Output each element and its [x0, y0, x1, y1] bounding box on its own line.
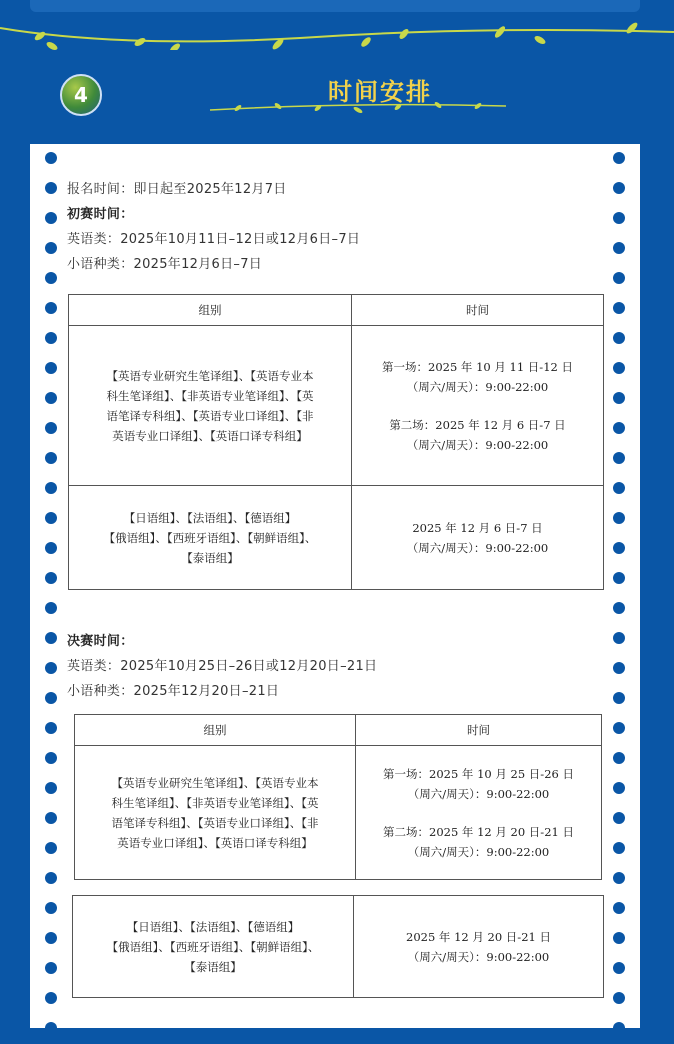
col-header-group: 组别: [69, 295, 352, 326]
group-cell: [73, 896, 354, 998]
binding-hole: [45, 872, 57, 884]
binding-hole: [613, 872, 625, 884]
binding-hole: [45, 632, 57, 644]
group-line: 语笔译专科组】、【英语专业口译组】、【非: [106, 408, 314, 423]
group-line: 【俄语组】、【西班牙语组】、【朝鲜语组】、: [106, 939, 320, 954]
time-line: （周六/周天）：9:00-22:00: [406, 379, 549, 394]
group-line: 英语专业口译组】、【英语口译专科组】: [117, 835, 313, 850]
binding-hole: [613, 452, 625, 464]
binding-hole: [45, 332, 57, 344]
binding-hole: [613, 182, 625, 194]
binding-hole: [613, 1022, 625, 1034]
preliminary-minor: 小语种类：2025年12月6日–7日: [67, 257, 263, 272]
binding-hole: [613, 842, 625, 854]
binding-hole: [45, 452, 57, 464]
binding-hole: [45, 812, 57, 824]
col-header-time: 时间: [356, 715, 602, 746]
binding-hole: [45, 302, 57, 314]
time-line: 2025 年 12 月 6 日-7 日: [412, 520, 543, 535]
binding-hole: [613, 662, 625, 674]
preliminary-english: 英语类：2025年10月11日–12日或12月6日–7日: [67, 232, 361, 247]
time-cell: [352, 326, 604, 486]
binding-hole: [45, 1022, 57, 1034]
group-cell: [69, 326, 352, 486]
group-line: 【泰语组】: [181, 550, 239, 565]
section-title: 时间安排: [328, 78, 432, 106]
binding-hole: [45, 272, 57, 284]
binding-hole: [45, 662, 57, 674]
binding-hole: [613, 302, 625, 314]
binding-hole: [613, 542, 625, 554]
final-table-minor: [72, 895, 604, 998]
binding-hole: [613, 602, 625, 614]
group-line: 【日语组】、【法语组】、【德语组】: [126, 919, 300, 934]
binding-hole: [45, 962, 57, 974]
time-line: （周六/周天）：9:00-22:00: [407, 786, 550, 801]
registration-time: 报名时间：即日起至2025年12月7日: [67, 182, 287, 197]
binding-hole: [613, 692, 625, 704]
binding-hole: [45, 362, 57, 374]
group-line: 科生笔译组】、【非英语专业笔译组】、【英: [111, 795, 319, 810]
final-minor: 小语种类：2025年12月20日–21日: [67, 684, 280, 699]
table-row: [73, 896, 604, 998]
preliminary-heading: 初赛时间：: [67, 207, 134, 222]
binding-hole: [613, 512, 625, 524]
time-line: 第一场：2025 年 10 月 11 日-12 日: [382, 359, 573, 374]
binding-hole: [613, 812, 625, 824]
group-line: 英语专业口译组】、【英语口译专科组】: [112, 428, 308, 443]
binding-hole: [45, 242, 57, 254]
binding-hole: [613, 722, 625, 734]
binding-holes-right: [610, 144, 628, 1028]
binding-hole: [45, 212, 57, 224]
group-line: 【俄语组】、【西班牙语组】、【朝鲜语组】、: [103, 530, 317, 545]
time-line: 第二场：2025 年 12 月 6 日-7 日: [389, 417, 566, 432]
binding-hole: [613, 272, 625, 284]
binding-hole: [45, 392, 57, 404]
col-header-group: 组别: [75, 715, 356, 746]
table-row: [69, 326, 604, 486]
time-line: （周六/周天）：9:00-22:00: [406, 540, 549, 555]
binding-hole: [45, 722, 57, 734]
binding-hole: [45, 512, 57, 524]
time-line: （周六/周天）：9:00-22:00: [407, 949, 550, 964]
group-cell: [75, 746, 356, 880]
binding-hole: [45, 602, 57, 614]
binding-hole: [613, 902, 625, 914]
time-line: 第二场：2025 年 12 月 20 日-21 日: [383, 824, 574, 839]
group-cell: [69, 486, 352, 590]
time-cell: [354, 896, 604, 998]
time-line: （周六/周天）：9:00-22:00: [407, 844, 550, 859]
binding-hole: [613, 932, 625, 944]
group-line: 【英语专业研究生笔译组】、【英语专业本: [106, 368, 314, 383]
binding-hole: [613, 752, 625, 764]
binding-hole: [45, 542, 57, 554]
preliminary-table: [68, 294, 604, 590]
group-line: 语笔译专科组】、【英语专业口译组】、【非: [111, 815, 319, 830]
binding-hole: [613, 212, 625, 224]
binding-hole: [613, 572, 625, 584]
binding-hole: [45, 572, 57, 584]
binding-hole: [613, 992, 625, 1004]
schedule-card: [30, 144, 640, 1028]
final-table: [74, 714, 602, 880]
table-row: [75, 746, 602, 880]
vine-decoration: [0, 8, 674, 50]
binding-hole: [45, 932, 57, 944]
binding-hole: [613, 782, 625, 794]
binding-hole: [45, 902, 57, 914]
table-row: [69, 486, 604, 590]
table-header-row: [69, 295, 604, 326]
binding-hole: [613, 152, 625, 164]
binding-hole: [45, 692, 57, 704]
binding-hole: [613, 482, 625, 494]
time-line: 2025 年 12 月 20 日-21 日: [406, 929, 551, 944]
binding-hole: [613, 422, 625, 434]
binding-hole: [613, 392, 625, 404]
binding-hole: [613, 242, 625, 254]
binding-hole: [45, 752, 57, 764]
binding-hole: [45, 842, 57, 854]
binding-hole: [45, 482, 57, 494]
group-line: 【英语专业研究生笔译组】、【英语专业本: [111, 775, 319, 790]
binding-hole: [45, 992, 57, 1004]
time-line: （周六/周天）：9:00-22:00: [406, 437, 549, 452]
time-cell: [352, 486, 604, 590]
binding-hole: [45, 782, 57, 794]
time-line: 第一场：2025 年 10 月 25 日-26 日: [383, 766, 574, 781]
binding-holes-left: [42, 144, 60, 1028]
time-cell: [356, 746, 602, 880]
table-header-row: [75, 715, 602, 746]
col-header-time: 时间: [352, 295, 604, 326]
binding-hole: [613, 362, 625, 374]
binding-hole: [613, 632, 625, 644]
section-number-badge: 4: [60, 74, 102, 116]
final-english: 英语类：2025年10月25日–26日或12月20日–21日: [67, 659, 378, 674]
group-line: 【泰语组】: [184, 959, 242, 974]
binding-hole: [613, 332, 625, 344]
binding-hole: [613, 962, 625, 974]
final-heading: 决赛时间：: [67, 634, 134, 649]
binding-hole: [45, 152, 57, 164]
group-line: 【日语组】、【法语组】、【德语组】: [123, 510, 297, 525]
group-line: 科生笔译组】、【非英语专业笔译组】、【英: [106, 388, 314, 403]
title-vine-decoration: [208, 96, 508, 122]
binding-hole: [45, 182, 57, 194]
binding-hole: [45, 422, 57, 434]
